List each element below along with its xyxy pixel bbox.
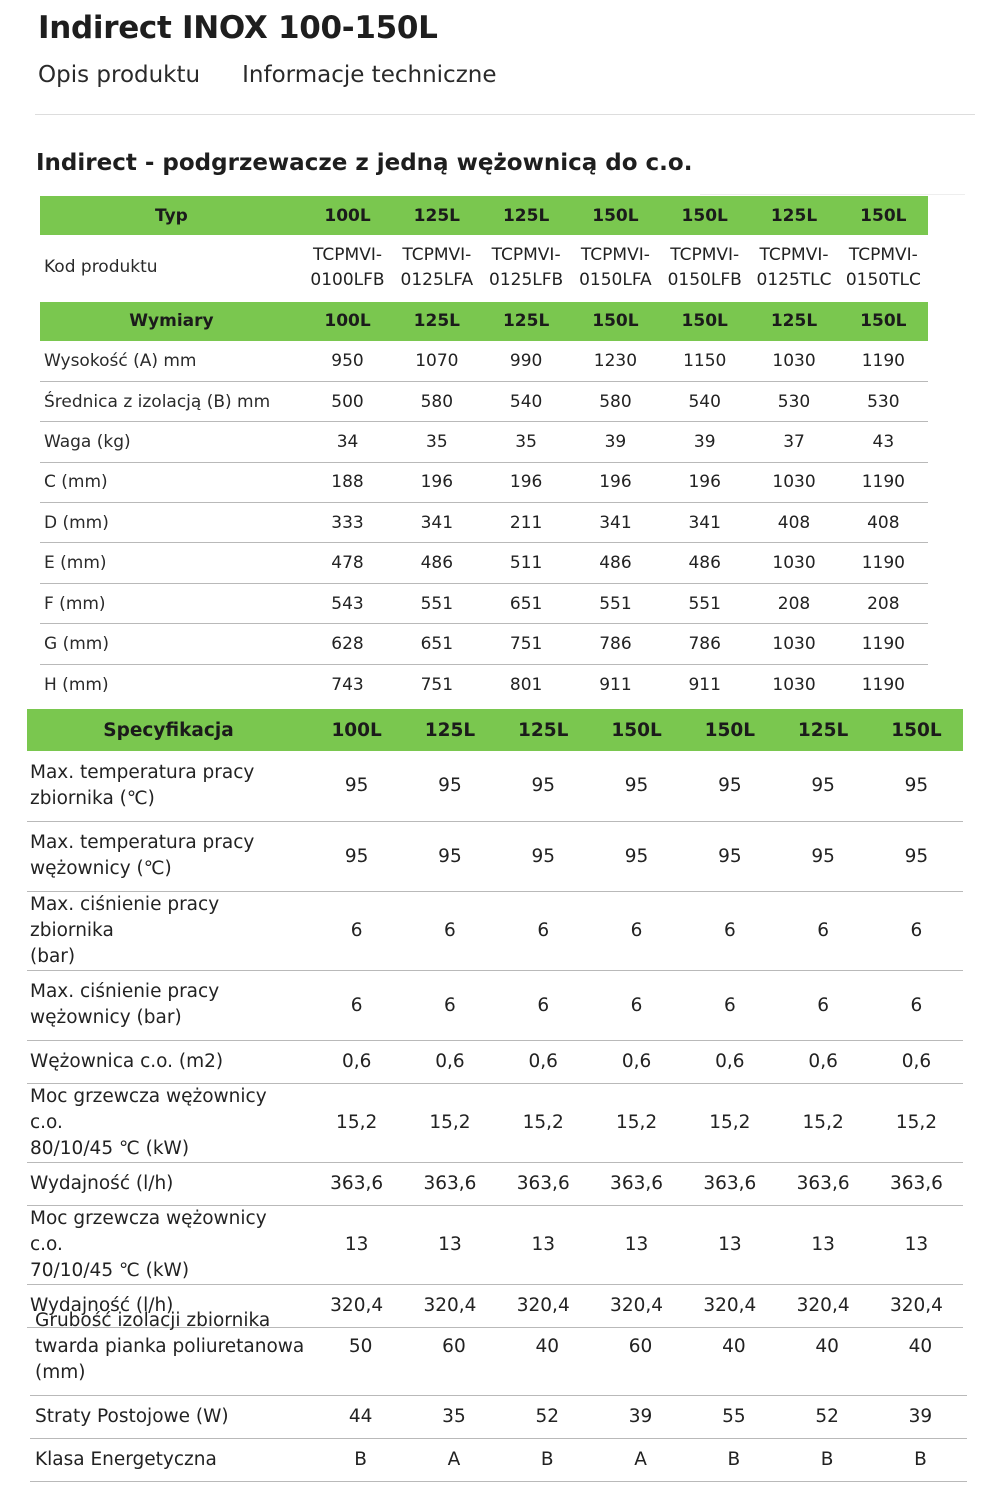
- value-cell: 1190: [839, 624, 928, 664]
- header-cell-capacity: 100L: [310, 709, 403, 751]
- value-cell: 0,6: [683, 1040, 776, 1083]
- value-cell: 486: [660, 543, 749, 583]
- header-cell-capacity: 150L: [571, 301, 660, 341]
- value-cell: 196: [571, 462, 660, 502]
- product-code-line: 0125LFA: [400, 269, 474, 290]
- row-label-line: Wężownica c.o. (m2): [30, 1050, 224, 1072]
- value-cell: 551: [571, 583, 660, 623]
- value-cell: 950: [303, 341, 392, 381]
- row-label-line: wężownicy (bar): [30, 1007, 182, 1028]
- row-label-line: Wydajność (l/h): [30, 1294, 174, 1316]
- value-cell: 530: [749, 381, 838, 421]
- value-cell: 786: [660, 624, 749, 664]
- value-cell: 543: [303, 583, 392, 623]
- value-cell: B: [874, 1438, 967, 1481]
- specification-row: [27, 1162, 963, 1205]
- value-cell: 95: [683, 821, 776, 891]
- row-label-line: twarda pianka poliuretanowa: [35, 1335, 305, 1357]
- value-cell: 35: [392, 422, 481, 462]
- value-cell: 363,6: [776, 1162, 869, 1205]
- value-cell: 39: [571, 422, 660, 462]
- row-label: [27, 1040, 310, 1083]
- value-cell: 0,6: [497, 1040, 590, 1083]
- value-cell: 580: [571, 381, 660, 421]
- value-cell: B: [687, 1438, 780, 1481]
- header-cell-capacity: 150L: [839, 301, 928, 341]
- specification-header-row: [27, 709, 963, 751]
- value-cell: 341: [571, 503, 660, 543]
- value-cell: 1030: [749, 341, 838, 381]
- page-title: Indirect INOX 100-150L: [38, 10, 438, 46]
- value-cell: 95: [310, 751, 403, 821]
- value-cell: 15,2: [683, 1083, 776, 1162]
- row-label-line: Moc grzewcza wężownicy c.o.: [30, 1085, 267, 1133]
- value-cell: 6: [683, 891, 776, 970]
- value-cell: 35: [407, 1395, 500, 1438]
- value-cell: 52: [501, 1395, 594, 1438]
- value-cell: 40: [874, 1299, 967, 1395]
- value-cell: 1230: [571, 341, 660, 381]
- value-cell: 95: [870, 821, 963, 891]
- value-cell: 320,4: [310, 1284, 403, 1327]
- value-cell: 40: [780, 1299, 873, 1395]
- value-cell: 208: [749, 583, 838, 623]
- extra-row: [30, 1395, 967, 1438]
- value-cell: 6: [497, 970, 590, 1040]
- row-label-line: Klasa Energetyczna: [35, 1448, 217, 1470]
- header-cell-capacity: 125L: [749, 301, 838, 341]
- header-cell-capacity: 125L: [392, 196, 481, 235]
- value-cell: 651: [481, 583, 570, 623]
- extra-row: [30, 1438, 967, 1481]
- value-cell: 1190: [839, 462, 928, 502]
- product-code-cell: [660, 235, 749, 301]
- value-cell: 363,6: [403, 1162, 496, 1205]
- value-cell: A: [594, 1438, 687, 1481]
- value-cell: 44: [314, 1395, 407, 1438]
- product-code-line: 0125TLC: [756, 269, 832, 290]
- value-cell: 13: [870, 1205, 963, 1284]
- value-cell: 628: [303, 624, 392, 664]
- value-cell: 551: [660, 583, 749, 623]
- value-cell: 1030: [749, 624, 838, 664]
- dimension-row: [40, 381, 928, 421]
- value-cell: B: [314, 1438, 407, 1481]
- row-label: Wysokość (A) mm: [40, 341, 303, 381]
- value-cell: 95: [497, 751, 590, 821]
- value-cell: 15,2: [776, 1083, 869, 1162]
- value-cell: 320,4: [776, 1284, 869, 1327]
- value-cell: 40: [687, 1299, 780, 1395]
- header-cell-capacity: 100L: [303, 196, 392, 235]
- specification-row: [27, 1083, 963, 1162]
- value-cell: 1190: [839, 543, 928, 583]
- value-cell: 408: [749, 503, 838, 543]
- row-label-line: Moc grzewcza wężownicy c.o.: [30, 1207, 267, 1255]
- value-cell: 39: [660, 422, 749, 462]
- header-cell-capacity: 150L: [571, 196, 660, 235]
- value-cell: 13: [310, 1205, 403, 1284]
- value-cell: B: [780, 1438, 873, 1481]
- value-cell: 196: [660, 462, 749, 502]
- product-code-line: TCPMVI-: [670, 244, 740, 265]
- value-cell: 13: [590, 1205, 683, 1284]
- value-cell: 911: [688, 674, 721, 695]
- product-code-cell: [571, 235, 660, 301]
- row-label: [27, 891, 310, 970]
- value-cell: 95: [683, 751, 776, 821]
- value-cell: 1030: [772, 674, 816, 695]
- value-cell: 95: [776, 751, 869, 821]
- specification-table: [27, 709, 963, 1328]
- product-code-cell: [839, 235, 928, 301]
- value-cell: 13: [776, 1205, 869, 1284]
- value-cell: 37: [749, 422, 838, 462]
- value-cell: 320,4: [497, 1284, 590, 1327]
- header-cell-capacity: 150L: [660, 196, 749, 235]
- product-code-line: 0150LFB: [667, 269, 742, 290]
- value-cell: 0,6: [403, 1040, 496, 1083]
- value-cell: 540: [660, 381, 749, 421]
- row-label-line: wężownicy (℃): [30, 858, 172, 879]
- value-cell: 95: [590, 821, 683, 891]
- row-label-line: (bar): [30, 945, 76, 967]
- value-cell: 1070: [392, 341, 481, 381]
- type-header-row: [40, 196, 928, 235]
- header-cell-capacity: 100L: [303, 301, 392, 341]
- dimension-row: [40, 341, 928, 381]
- value-cell: 13: [683, 1205, 776, 1284]
- value-cell: 408: [839, 503, 928, 543]
- value-cell: 35: [481, 422, 570, 462]
- header-cell-capacity: 125L: [392, 301, 481, 341]
- value-cell: 1190: [839, 341, 928, 381]
- row-label-line: Max. temperatura pracy: [30, 761, 255, 783]
- value-cell: 15,2: [497, 1083, 590, 1162]
- value-cell: 208: [839, 583, 928, 623]
- value-cell: 511: [481, 543, 570, 583]
- dimension-row: [40, 583, 928, 623]
- product-code-cell: [481, 235, 570, 301]
- row-label: [27, 970, 310, 1040]
- value-cell: 0,6: [776, 1040, 869, 1083]
- row-label: Średnica z izolacją (B) mm: [40, 381, 303, 421]
- value-cell: 651: [392, 624, 481, 664]
- specification-row: [27, 970, 963, 1040]
- value-cell: 196: [481, 462, 570, 502]
- value-cell: 95: [590, 751, 683, 821]
- value-cell: 1190: [861, 674, 905, 695]
- section-heading: Indirect - podgrzewacze z jedną wężownicą do c.o.: [36, 150, 693, 176]
- value-cell: 363,6: [590, 1162, 683, 1205]
- header-cell-capacity: 150L: [683, 709, 776, 751]
- value-cell: 751: [481, 624, 570, 664]
- specification-row: [27, 751, 963, 821]
- value-cell: 6: [590, 891, 683, 970]
- row-label: [27, 1162, 310, 1205]
- value-cell: 363,6: [683, 1162, 776, 1205]
- value-cell: 13: [497, 1205, 590, 1284]
- header-cell-capacity: 125L: [497, 709, 590, 751]
- value-cell: 911: [599, 674, 632, 695]
- value-cell: 743: [331, 674, 364, 695]
- dimension-row: [40, 462, 928, 502]
- dimension-row: [40, 422, 928, 462]
- value-cell: 15,2: [310, 1083, 403, 1162]
- value-cell: 6: [403, 970, 496, 1040]
- product-code-line: 0125LFB: [489, 269, 564, 290]
- value-cell: 95: [497, 821, 590, 891]
- value-cell: 486: [392, 543, 481, 583]
- value-cell: 1030: [749, 543, 838, 583]
- value-cell: 341: [660, 503, 749, 543]
- row-label: E (mm): [40, 543, 303, 583]
- value-cell: 43: [839, 422, 928, 462]
- value-cell: 211: [481, 503, 570, 543]
- value-cell: 6: [870, 891, 963, 970]
- dimension-row: [40, 503, 928, 543]
- product-code-line: TCPMVI-: [580, 244, 650, 265]
- product-code-line: 0150TLC: [845, 269, 921, 290]
- row-label-line: Wydajność (l/h): [30, 1172, 174, 1194]
- row-label: [27, 821, 310, 891]
- value-cell: 34: [303, 422, 392, 462]
- row-label: C (mm): [40, 462, 303, 502]
- product-code-cell: [392, 235, 481, 301]
- row-label: D (mm): [40, 503, 303, 543]
- value-cell: 320,4: [403, 1284, 496, 1327]
- value-cell: 801: [509, 674, 543, 695]
- header-cell-capacity: 150L: [660, 301, 749, 341]
- row-label: [27, 1205, 310, 1284]
- value-cell: 60: [407, 1299, 500, 1395]
- row-label-line: (mm): [35, 1361, 86, 1383]
- product-code-line: TCPMVI-: [848, 244, 918, 265]
- value-cell: 486: [571, 543, 660, 583]
- row-label: Waga (kg): [40, 422, 303, 462]
- header-cell-capacity: 150L: [870, 709, 963, 751]
- specification-row: [27, 891, 963, 970]
- value-cell: 530: [839, 381, 928, 421]
- header-cell-capacity: 150L: [839, 196, 928, 235]
- value-cell: 39: [874, 1395, 967, 1438]
- value-cell: 500: [303, 381, 392, 421]
- product-code-line: 0100LFB: [310, 269, 385, 290]
- value-cell: 6: [870, 970, 963, 1040]
- value-cell: 478: [303, 543, 392, 583]
- product-code-line: TCPMVI-: [402, 244, 472, 265]
- product-code-cell: [303, 235, 392, 301]
- product-code-row: [40, 235, 928, 301]
- value-cell: 320,4: [590, 1284, 683, 1327]
- row-label: [30, 1395, 314, 1438]
- value-cell: 341: [392, 503, 481, 543]
- row-label: [30, 1299, 314, 1395]
- value-cell: 95: [403, 751, 496, 821]
- row-label-line: Max. ciśnienie pracy: [30, 981, 220, 1002]
- value-cell: 333: [303, 503, 392, 543]
- header-cell-capacity: 125L: [749, 196, 838, 235]
- value-cell: 6: [497, 891, 590, 970]
- header-cell-label: Specyfikacja: [27, 709, 310, 751]
- value-cell: 580: [392, 381, 481, 421]
- header-cell-label: Typ: [40, 196, 303, 235]
- value-cell: 6: [776, 970, 869, 1040]
- dimension-row: [40, 664, 928, 704]
- dimensions-table: [40, 196, 928, 705]
- section-divider: [700, 194, 965, 195]
- value-cell: 551: [392, 583, 481, 623]
- row-label-line: 80/10/45 ℃ (kW): [30, 1137, 190, 1159]
- value-cell: 15,2: [590, 1083, 683, 1162]
- value-cell: 363,6: [870, 1162, 963, 1205]
- value-cell: 320,4: [683, 1284, 776, 1327]
- row-label: Kod produktu: [40, 235, 303, 301]
- dimension-row: [40, 543, 928, 583]
- value-cell: 990: [481, 341, 570, 381]
- value-cell: 6: [683, 970, 776, 1040]
- value-cell: 6: [403, 891, 496, 970]
- product-code-line: 0150LFA: [579, 269, 652, 290]
- tab-technical-information[interactable]: Informacje techniczne: [242, 62, 497, 88]
- value-cell: 0,6: [870, 1040, 963, 1083]
- row-label: [27, 1083, 310, 1162]
- value-cell: B: [501, 1438, 594, 1481]
- value-cell: 6: [590, 970, 683, 1040]
- product-tabs: [38, 62, 539, 88]
- value-cell: 52: [780, 1395, 873, 1438]
- value-cell: 196: [392, 462, 481, 502]
- row-label-line: 70/10/45 ℃ (kW): [30, 1259, 190, 1281]
- product-code-line: TCPMVI-: [759, 244, 829, 265]
- extra-row: [30, 1299, 967, 1395]
- value-cell: 751: [420, 674, 454, 695]
- tabs-divider: [35, 114, 975, 115]
- row-label: G (mm): [40, 624, 303, 664]
- header-cell-capacity: 125L: [481, 196, 570, 235]
- row-label: F (mm): [40, 583, 303, 623]
- product-code-line: TCPMVI-: [491, 244, 561, 265]
- tab-product-description[interactable]: Opis produktu: [38, 62, 201, 88]
- value-cell: 15,2: [403, 1083, 496, 1162]
- insulation-energy-table: [30, 1299, 967, 1482]
- value-cell: 0,6: [590, 1040, 683, 1083]
- specification-row: [27, 821, 963, 891]
- row-label: [27, 751, 310, 821]
- value-cell: 55: [687, 1395, 780, 1438]
- value-cell: A: [407, 1438, 500, 1481]
- header-cell-label: Wymiary: [40, 301, 303, 341]
- value-cell: 95: [403, 821, 496, 891]
- product-code-cell: [749, 235, 838, 301]
- value-cell: 39: [594, 1395, 687, 1438]
- specification-row: [27, 1040, 963, 1083]
- value-cell: 363,6: [310, 1162, 403, 1205]
- value-cell: 6: [310, 970, 403, 1040]
- dimension-row: [40, 624, 928, 664]
- value-cell: 95: [776, 821, 869, 891]
- row-label-line: zbiornika (℃): [30, 787, 155, 809]
- header-cell-capacity: 125L: [403, 709, 496, 751]
- row-label-line: Max. temperatura pracy: [30, 832, 255, 853]
- row-label-line: Grubość izolacji zbiornika: [35, 1309, 271, 1331]
- product-code-line: TCPMVI-: [313, 244, 382, 265]
- value-cell: 13: [403, 1205, 496, 1284]
- header-cell-capacity: 125L: [776, 709, 869, 751]
- dimensions-header-row: [40, 301, 928, 341]
- value-cell: 60: [594, 1299, 687, 1395]
- value-cell: 95: [310, 821, 403, 891]
- value-cell: 95: [870, 751, 963, 821]
- specification-row: [27, 1205, 963, 1284]
- value-cell: 6: [310, 891, 403, 970]
- value-cell: 40: [501, 1299, 594, 1395]
- value-cell: 786: [571, 624, 660, 664]
- header-cell-capacity: 125L: [481, 301, 570, 341]
- row-label-line: Straty Postojowe (W): [35, 1405, 229, 1427]
- row-label: H (mm): [44, 674, 109, 695]
- row-label-line: Max. ciśnienie pracy zbiornika: [30, 893, 220, 941]
- row-label: [30, 1438, 314, 1481]
- value-cell: 188: [303, 462, 392, 502]
- value-cell: 15,2: [870, 1083, 963, 1162]
- value-cell: 363,6: [497, 1162, 590, 1205]
- value-cell: 540: [481, 381, 570, 421]
- value-cell: 1030: [749, 462, 838, 502]
- value-cell: 320,4: [870, 1284, 963, 1327]
- value-cell: 1150: [660, 341, 749, 381]
- header-cell-capacity: 150L: [590, 709, 683, 751]
- value-cell: 50: [314, 1299, 407, 1395]
- value-cell: 0,6: [310, 1040, 403, 1083]
- value-cell: 6: [776, 891, 869, 970]
